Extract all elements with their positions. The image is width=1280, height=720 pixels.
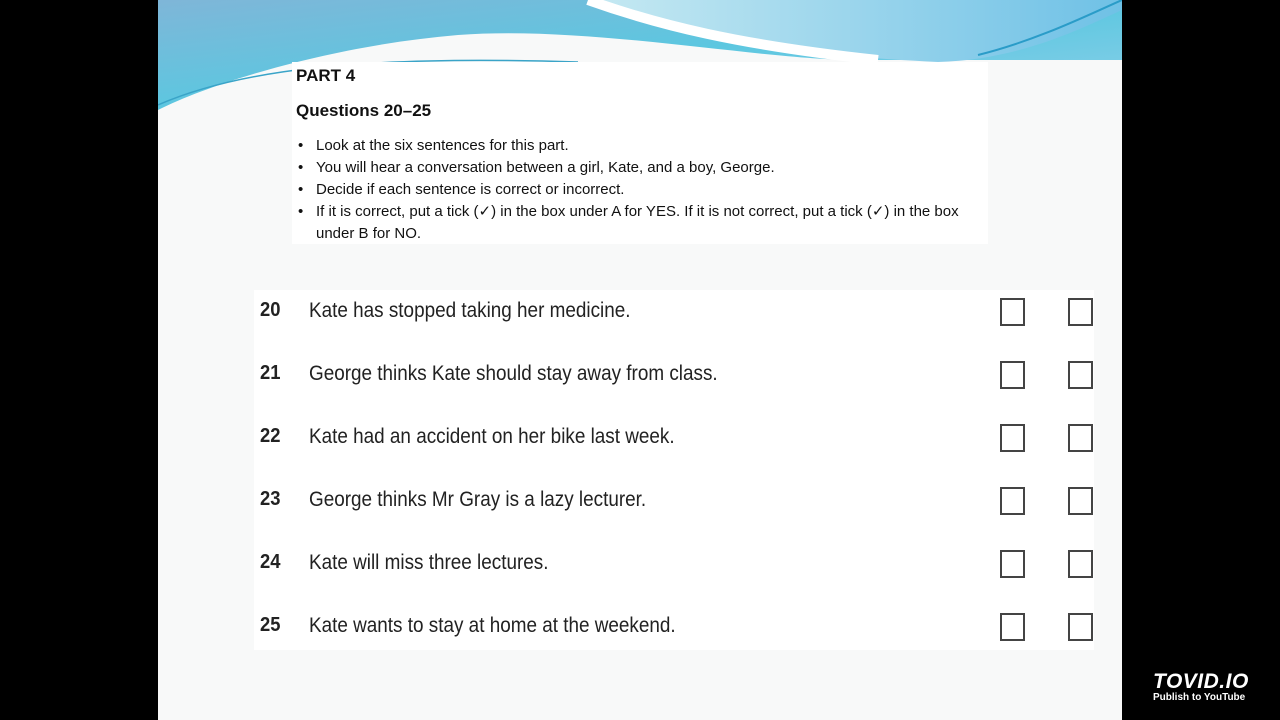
instruction-item: • Look at the six sentences for this part. [296,135,996,157]
answer-a-checkbox[interactable] [1000,361,1025,389]
questions-panel [254,290,1094,650]
question-row [260,291,1100,331]
question-text: Kate had an accident on her bike last week. [309,425,675,448]
question-number: 22 [260,425,281,447]
answer-a-checkbox[interactable] [1000,298,1025,326]
question-row [260,480,1100,520]
watermark-subtitle: Publish to YouTube [1153,692,1246,703]
answer-b-checkbox[interactable] [1068,298,1093,326]
question-number: 25 [260,614,281,636]
answer-b-checkbox[interactable] [1068,487,1093,515]
answer-b-checkbox[interactable] [1068,361,1093,389]
question-number: 20 [260,299,281,321]
instruction-item: • If it is correct, put a tick (✓) in the box under A for YES. If it is not correct, put a tick (✓) in the box under B for NO. [296,201,976,245]
question-text: George thinks Kate should stay away from class. [309,362,718,385]
question-row [260,417,1100,457]
question-text: Kate has stopped taking her medicine. [309,299,631,322]
instruction-item: • Decide if each sentence is correct or incorrect. [296,179,996,201]
answer-a-checkbox[interactable] [1000,550,1025,578]
question-row [260,354,1100,394]
slide [158,0,1122,720]
question-text: Kate will miss three lectures. [309,551,549,574]
question-text: Kate wants to stay at home at the weekend. [309,614,676,637]
question-row [260,606,1100,646]
question-text: George thinks Mr Gray is a lazy lecturer. [309,488,647,511]
question-number: 21 [260,362,281,384]
questions-range: Questions 20–25 [296,101,432,120]
answer-b-checkbox[interactable] [1068,550,1093,578]
answer-b-checkbox[interactable] [1068,613,1093,641]
answer-a-checkbox[interactable] [1000,487,1025,515]
question-row [260,543,1100,583]
question-number: 23 [260,488,281,510]
instruction-item: • You will hear a conversation between a girl, Kate, and a boy, George. [296,157,996,179]
watermark-logo [1153,670,1249,703]
part-title: PART 4 [296,66,356,85]
answer-a-checkbox[interactable] [1000,424,1025,452]
watermark-title: TOVID.IO [1153,670,1249,693]
question-number: 24 [260,551,281,573]
answer-a-checkbox[interactable] [1000,613,1025,641]
answer-b-checkbox[interactable] [1068,424,1093,452]
instructions-list [296,135,996,245]
